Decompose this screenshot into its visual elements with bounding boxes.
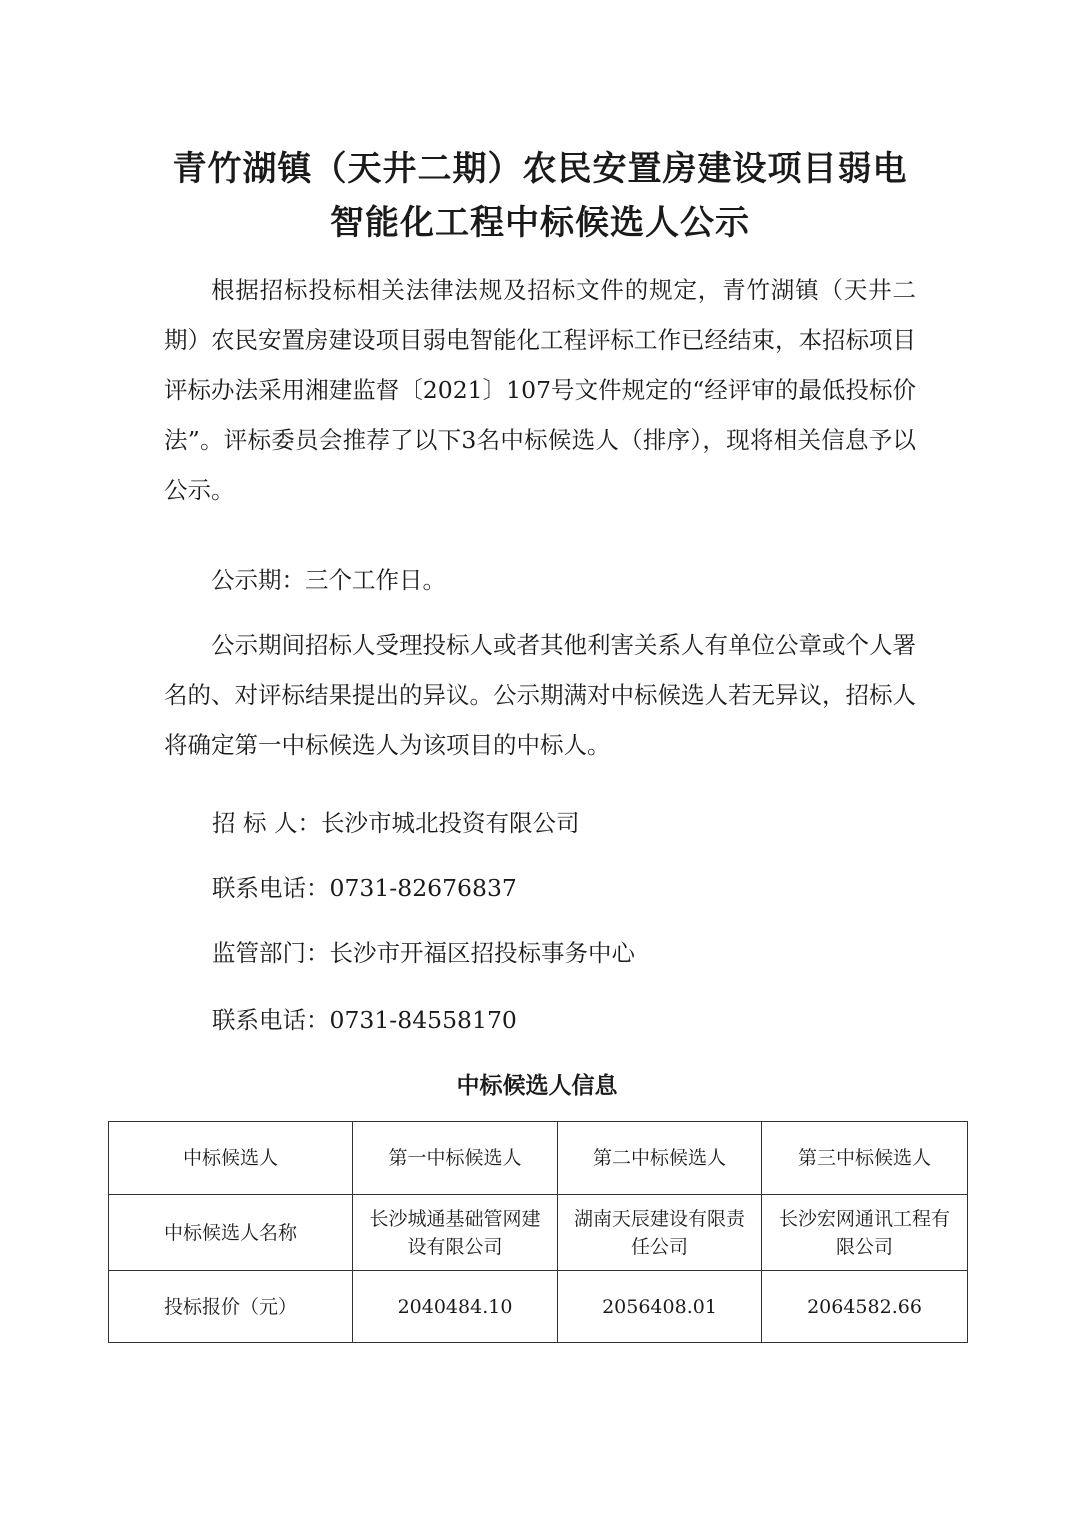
- paragraph-evaluation-result: 根据招标投标相关法律法规及招标文件的规定，青竹湖镇（天井二期）农民安置房建设项目弱电智能化工程评标工作已经结束，本招标项目评标办法采用湘建监督〔2021〕107号文件规定的“经评审的最低投标价法”。评标委员会推荐了以下3名中标候选人（排序），现将相关信息予以公示。: [164, 276, 916, 504]
- table-cell: 2064582.66: [762, 1271, 968, 1343]
- table-cell: 2056408.01: [558, 1271, 762, 1343]
- tenderer-line: 招 标 人：长沙市城北投资有限公司: [212, 809, 580, 837]
- table-row: [109, 1271, 968, 1343]
- table-header-row: [109, 1122, 968, 1195]
- table-cell: 投标报价（元）: [109, 1271, 353, 1343]
- table-row: [109, 1195, 968, 1271]
- table-cell: 2040484.10: [353, 1271, 558, 1343]
- table-cell: 湖南天辰建设有限责任公司: [558, 1195, 762, 1271]
- paragraph-notice-period: 公示期：三个工作日。: [211, 566, 446, 594]
- table-header-cell: 第一中标候选人: [353, 1122, 558, 1195]
- tenderer-phone-line: 联系电话：0731-82676837: [212, 874, 517, 902]
- document-title: 青竹湖镇（天井二期）农民安置房建设项目弱电智能化工程中标候选人公示: [172, 149, 908, 243]
- paragraph-objection: 公示期间招标人受理投标人或者其他利害关系人有单位公章或个人署名的、对评标结果提出的异议。公示期满对中标候选人若无异议，招标人将确定第一中标候选人为该项目的中标人。: [164, 631, 916, 759]
- supervisor-line: 监管部门：长沙市开福区招投标事务中心: [212, 939, 635, 967]
- table-cell: 长沙城通基础管网建设有限公司: [353, 1195, 558, 1271]
- table-cell: 中标候选人名称: [109, 1195, 353, 1271]
- table-header-cell: 中标候选人: [109, 1122, 353, 1195]
- table-header-cell: 第三中标候选人: [762, 1122, 968, 1195]
- supervisor-phone-line: 联系电话：0731-84558170: [212, 1006, 517, 1034]
- table-title: 中标候选人信息: [456, 1072, 618, 1099]
- table-cell: 长沙宏网通讯工程有限公司: [762, 1195, 968, 1271]
- table-header-cell: 第二中标候选人: [558, 1122, 762, 1195]
- candidate-table: [108, 1121, 968, 1343]
